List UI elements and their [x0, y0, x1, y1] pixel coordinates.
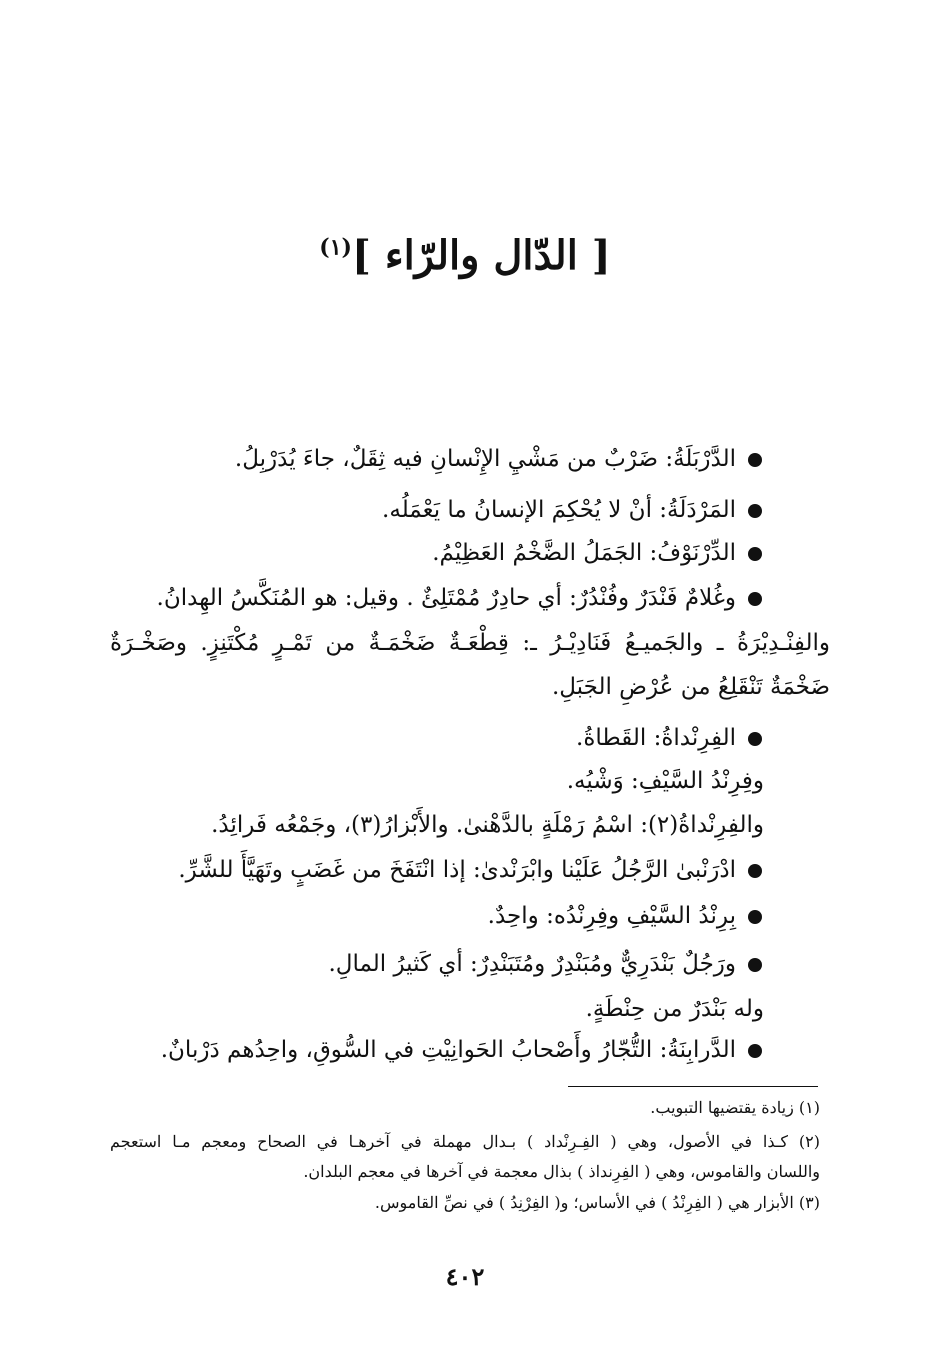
footnote-continuation: واللسان والقاموس، وهي ( الفِرِنداذ ) بذال معجمة في آخرها في معجم البلدان. — [303, 1162, 820, 1181]
entry-line-continuation: والفِرِنْداةُ(٢): اسْمُ رَمْلَةٍ بالدَّهْنىٰ. والأَبْزارُ(٣)، وجَمْعُه فَرائِدُ. — [211, 812, 764, 838]
entry-line — [382, 497, 762, 523]
entry-line-continuation: والفِنْـدِيْرَةُ ـ والجَميـعُ فَنَادِيْـرُ ـ: قِطْعَـةٌ ضَخْمَـةٌ من تَمْـرٍ مُكْتَنِزٍ. وصَخْـرَةٌ — [110, 630, 830, 656]
entry-line — [161, 1037, 762, 1063]
bullet-icon — [748, 592, 762, 606]
chapter-title-footnote-ref: (١) — [319, 234, 352, 261]
entry-text: بِرِنْدُ السَّيْفِ وفِرِنْدُه: واحِدٌ. — [487, 903, 736, 929]
entry-text: ادْرَنْبىٰ الرَّجُلُ عَلَيْنا وابْرَنْدىٰ: إذا انْتَفَخَ من غَضَبٍ وتَهَيَّأَ للشَّرِّ. — [178, 857, 736, 883]
bullet-icon — [748, 910, 762, 924]
entry-line — [328, 951, 762, 977]
entry-text: الدِّرْنَوْفُ: الجَمَلُ الضَّخْمُ العَظِيْمُ. — [432, 540, 736, 566]
footnote-separator — [568, 1086, 818, 1087]
entry-text: الدَّرْبَلَةُ: ضَرْبٌ من مَشْيِ الإِنْسانِ فيه ثِقَلٌ، جاءَ يُدَرْبِلُ. — [234, 446, 736, 472]
page-number: ٤٠٢ — [445, 1262, 485, 1291]
bullet-icon — [748, 453, 762, 467]
bullet-icon — [748, 732, 762, 746]
entry-line-continuation: ضَخْمَةٌ تَنْقَلِعُ من عُرْضِ الجَبَلِ. — [551, 674, 830, 700]
footnote: (٢) كـذا في الأصول، وهي ( الفِـرِنْداد ) بـدال مهملة في آخرهـا في الصحاح ومعجم مـا استعجم — [110, 1132, 820, 1151]
chapter-title-text: [ الدّال والرّاء ] — [351, 232, 611, 279]
entry-line — [488, 903, 762, 929]
entry-line — [178, 857, 762, 883]
bullet-icon — [748, 504, 762, 518]
bullet-icon — [748, 958, 762, 972]
entry-line — [157, 585, 762, 611]
entry-line-continuation: وله بَنْدَرٌ من حِنْطَةٍ. — [585, 996, 764, 1022]
entry-text: ورَجُلٌ بَنْدَرِيٌّ ومُبَنْدِرٌ ومُتَبَنْدِرٌ: أي كَثيرُ المالِ. — [328, 951, 736, 977]
footnote: (٣) الأبزار هي ( الفِرِنْدُ ) في الأساس؛ و( الفِرْنِدُ ) في نصِّ القاموس. — [374, 1193, 820, 1212]
entry-line — [576, 725, 762, 751]
bullet-icon — [748, 547, 762, 561]
entry-line — [235, 446, 762, 472]
footnote: (١) زيادة يقتضيها التبويب. — [650, 1098, 820, 1117]
chapter-title — [0, 232, 930, 279]
entry-text: الدَّرابِنَةُ: التُّجّارُ وأَصْحابُ الحَوانِيْتِ في السُّوقِ، واحِدُهم دَرْبانٌ. — [160, 1037, 736, 1063]
entry-text: المَرْدَلَةُ: أنْ لا يُحْكِمَ الإنسانُ ما يَعْمَلُه. — [382, 497, 736, 523]
bullet-icon — [748, 864, 762, 878]
entry-line-continuation: وفِرِنْدُ السَّيْفِ: وَشْيُه. — [566, 768, 764, 794]
entry-text: الفِرِنْداةُ: القَطاةُ. — [576, 725, 736, 751]
entry-text: وغُلامٌ فَنْدَرٌ وفُنْدُرٌ: أي حادِرٌ مُمْتَلِئٌ . وقيل: هو المُنَكَّسُ الهِدانُ. — [156, 585, 736, 611]
bullet-icon — [748, 1044, 762, 1058]
entry-line — [432, 540, 762, 566]
